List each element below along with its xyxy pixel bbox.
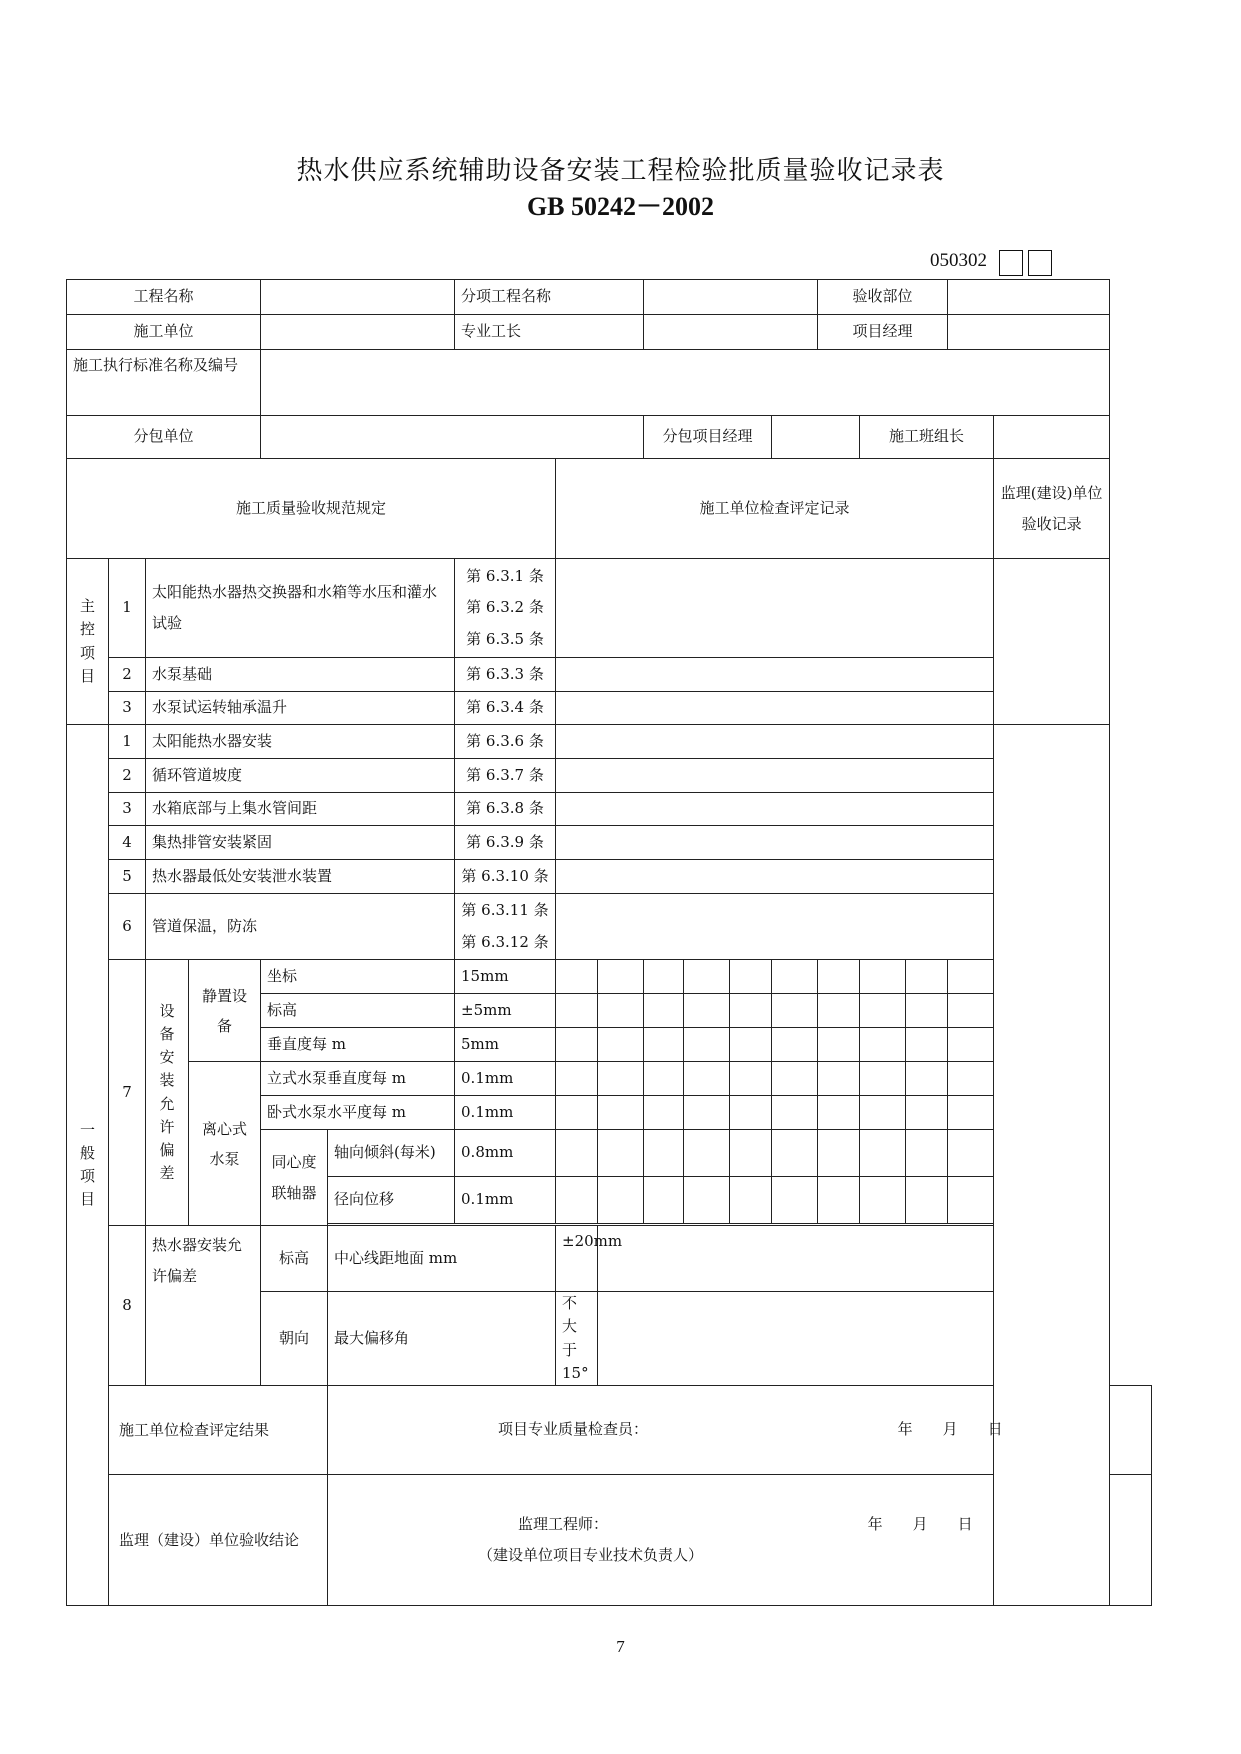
row-name: 径向位移: [328, 1177, 455, 1224]
value-project-manager[interactable]: [948, 315, 1110, 350]
inspection-table: [66, 279, 1152, 1606]
label-team-leader: 施工班组长: [860, 416, 994, 459]
supervisor-conclusion-label: 监理（建设）单位验收结论: [109, 1475, 328, 1606]
record-cell[interactable]: [556, 658, 994, 692]
record-cell[interactable]: [556, 559, 994, 658]
record-cell[interactable]: [598, 1292, 1110, 1386]
value-project-name[interactable]: [261, 280, 455, 315]
standard-number: GB 50242－2002: [526, 192, 715, 221]
supervisor-cell[interactable]: [994, 559, 1110, 725]
code-box-2[interactable]: [1028, 250, 1052, 276]
record-cell[interactable]: [556, 692, 994, 725]
form-title: 热水供应系统辅助设备安装工程检验批质量验收记录表: [296, 156, 945, 186]
value-construction-unit[interactable]: [261, 315, 455, 350]
value-acceptance-part[interactable]: [948, 280, 1110, 315]
check-result-cell[interactable]: [328, 1386, 1152, 1475]
item-text: 集热排管安装紧固: [146, 826, 455, 860]
label-project-manager: 项目经理: [818, 315, 948, 350]
value-subcontract-manager[interactable]: [772, 416, 860, 459]
header-spec: 施工质量验收规范规定: [67, 459, 556, 559]
ref-line: 第 6.3.5 条: [466, 629, 544, 648]
item-text: 管道保温，防冻: [146, 894, 455, 960]
row-tol: 0.1mm: [455, 1096, 556, 1130]
value-subcontract-unit[interactable]: [261, 416, 644, 459]
item-number: 7: [109, 960, 146, 1226]
code-box-1[interactable]: [999, 250, 1023, 276]
item-ref: 第 6.3.6 条: [455, 725, 556, 759]
row-name: 卧式水泵水平度每 m: [261, 1096, 455, 1130]
record-cell[interactable]: [556, 793, 994, 826]
row-name: 轴向倾斜(每米): [328, 1130, 455, 1177]
form-code: 050302: [930, 250, 987, 271]
row-tol: 15mm: [455, 960, 556, 994]
item-text: 水箱底部与上集水管间距: [146, 793, 455, 826]
row-tol: 0.1mm: [455, 1177, 556, 1224]
item-number: 3: [109, 692, 146, 725]
row-tol: 不大于 15°: [556, 1292, 598, 1386]
item-ref: [455, 559, 556, 658]
row-tol: ±20mm: [556, 1226, 598, 1292]
item-number: 6: [109, 894, 146, 960]
date-2: 年 月 日: [867, 1515, 973, 1534]
item-text: 热水器最低处安装泄水装置: [146, 860, 455, 894]
header-record: 施工单位检查评定记录: [556, 459, 994, 559]
orientation-label: 朝向: [261, 1292, 328, 1386]
check-result-label: 施工单位检查评定结果: [109, 1386, 328, 1475]
item-number: 3: [109, 793, 146, 826]
item-text: 太阳能热水器热交换器和水箱等水压和灌水试验: [146, 559, 455, 658]
engineer-note: （建设单位项目专业技术负责人）: [478, 1546, 704, 1564]
item-ref: 第 6.3.8 条: [455, 793, 556, 826]
label-standard-name: 施工执行标准名称及编号: [67, 350, 261, 416]
value-foreman[interactable]: [644, 315, 818, 350]
row-name: 标高: [261, 994, 455, 1028]
item-number: 5: [109, 860, 146, 894]
item-text: 水泵试运转轴承温升: [146, 692, 455, 725]
item-number: 4: [109, 826, 146, 860]
row-tol: 5mm: [455, 1028, 556, 1062]
item-number: 8: [109, 1226, 146, 1386]
engineer-label: 监理工程师：: [518, 1515, 609, 1534]
item-ref: 第 6.3.3 条: [455, 658, 556, 692]
record-cell[interactable]: [556, 725, 994, 759]
label-project-name: 工程名称: [67, 280, 261, 315]
header-supervisor: 监理(建设)单位验收记录: [994, 459, 1110, 559]
label-subcontract-unit: 分包单位: [67, 416, 261, 459]
label-sub-project: 分项工程名称: [455, 280, 644, 315]
value-standard-name[interactable]: [261, 350, 1110, 416]
inspector-label: 项目专业质量检查员：: [498, 1420, 649, 1439]
item-text: 太阳能热水器安装: [146, 725, 455, 759]
supervisor-conclusion-cell[interactable]: [328, 1475, 1152, 1606]
record-cell[interactable]: [556, 759, 994, 793]
item-ref: 第 6.3.7 条: [455, 759, 556, 793]
row-name: 立式水泵垂直度每 m: [261, 1062, 455, 1096]
item-number: 1: [109, 559, 146, 658]
centrifugal-pump-label: 离心式水泵: [189, 1062, 261, 1226]
general-label: 一般项目: [67, 725, 109, 1606]
item-number: 2: [109, 658, 146, 692]
ref-line: 第 6.3.11 条: [461, 901, 549, 919]
record-cell[interactable]: [556, 894, 994, 960]
elevation-label: 标高: [261, 1226, 328, 1292]
record-cell[interactable]: [556, 860, 994, 894]
row-name: 最大偏移角: [328, 1292, 556, 1386]
row-tol: 0.1mm: [455, 1062, 556, 1096]
item-ref: 第 6.3.10 条: [455, 860, 556, 894]
label-foreman: 专业工长: [455, 315, 644, 350]
value-team-leader[interactable]: [994, 416, 1110, 459]
item-ref: 第 6.3.4 条: [455, 692, 556, 725]
label-construction-unit: 施工单位: [67, 315, 261, 350]
static-equipment-label: 静置设备: [189, 960, 261, 1062]
label-subcontract-manager: 分包项目经理: [644, 416, 772, 459]
record-cell[interactable]: [598, 1226, 1110, 1292]
date-1: 年 月 日: [897, 1420, 1003, 1439]
page-number: 7: [616, 1637, 625, 1656]
row-tol: 0.8mm: [455, 1130, 556, 1177]
row-name: 中心线距地面 mm: [328, 1226, 556, 1292]
value-sub-project[interactable]: [644, 280, 818, 315]
item-text: 水泵基础: [146, 658, 455, 692]
row-tol: ±5mm: [455, 994, 556, 1028]
coupling-label: 同心度联轴器: [261, 1130, 328, 1226]
label-acceptance-part: 验收部位: [818, 280, 948, 315]
main-control-label: 主控项目: [67, 559, 109, 725]
item-text: 循环管道坡度: [146, 759, 455, 793]
record-cell[interactable]: [556, 826, 994, 860]
ref-line: 第 6.3.2 条: [466, 598, 544, 617]
row-name: 垂直度每 m: [261, 1028, 455, 1062]
ref-line: 第 6.3.1 条: [466, 566, 544, 585]
ref-line: 第 6.3.12 条: [461, 932, 549, 951]
item-ref: [455, 894, 556, 960]
item-number: 2: [109, 759, 146, 793]
item7-label: 设备安装允许偏差: [146, 960, 189, 1226]
item8-label: 热水器安装允许偏差: [146, 1226, 261, 1386]
item-number: 1: [109, 725, 146, 759]
row-name: 坐标: [261, 960, 455, 994]
item-ref: 第 6.3.9 条: [455, 826, 556, 860]
